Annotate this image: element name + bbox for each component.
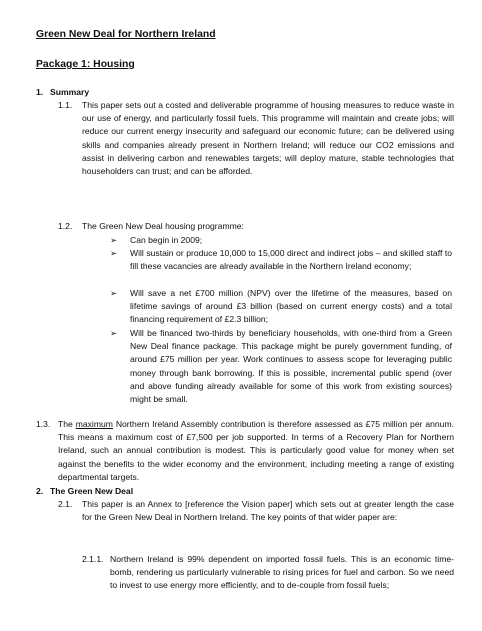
- bullet-item: Will be financed two-thirds by beneficiary households, with one-third from a Green New Deal finance package. This package might be purely government funding, of around £75 million per year. Work continues to assess scope for leveraging public money through bank borrowing. If this is possible, incremental public spend (over and above funding already available for some of this work from existing sources) might be small.: [130, 328, 452, 405]
- document-title: Green New Deal for Northern Ireland: [36, 29, 216, 40]
- section-1-number: 1.: [36, 87, 44, 97]
- para-1-1-number: 1.1.: [58, 100, 73, 110]
- package-subtitle: Package 1: Housing: [36, 59, 135, 70]
- para-1-3-emphasis: maximum: [75, 419, 113, 429]
- para-1-3-lead: The: [58, 419, 73, 429]
- bullet-arrow-icon: ➢: [110, 235, 118, 245]
- section-2-heading: The Green New Deal: [50, 486, 134, 496]
- bullet-item: Can begin in 2009;: [130, 235, 203, 245]
- section-1-heading: Summary: [50, 87, 90, 97]
- bullet-arrow-icon: ➢: [110, 328, 118, 338]
- bullet-item: Will sustain or produce 10,000 to 15,000 direct and indirect jobs – and skilled staff to fill these vacancies are already available in the Northern Ireland economy;: [130, 248, 452, 272]
- para-2-1-number: 2.1.: [58, 499, 73, 509]
- para-1-1-text: This paper sets out a costed and deliverable programme of housing measures to reduce waste in our use of energy, and particularly fossil fuels. This programme will maintain and create jobs; will reduce our current energy insecurity and safeguard our economic future; can be delivered using skills and companies already present in Northern Ireland; will reduce our CO2 emissions and assist in delivering carbon and renewables targets; will deploy mature, stable technologies that householders can trust; and can be afforded.: [82, 100, 454, 177]
- para-1-2-text: The Green New Deal housing programme:: [82, 221, 244, 231]
- bullet-arrow-icon: ➢: [110, 288, 118, 298]
- para-1-3-number: 1.3.: [36, 419, 51, 429]
- para-1-2-number: 1.2.: [58, 221, 73, 231]
- para-1-3-rest: Northern Ireland Assembly contribution is therefore assessed as £75 million per annum. This means a maximum cost of £7,500 per job supported. In terms of a Recovery Plan for Northern Ireland, such an annual contribution is modest. This is particularly good value for money when set against the benefits to the wider economy and the environment, including meeting a range of existing departmental targets.: [58, 419, 455, 482]
- para-2-1-text: This paper is an Annex to [reference the Vision paper] which sets out at greater length the case for the Green New Deal in Northern Ireland. The key points of that wider paper are:: [82, 499, 454, 523]
- para-1-3-text: [58, 418, 454, 484]
- bullet-item: Will save a net £700 million (NPV) over the lifetime of the measures, based on lifetime savings of around £3 billion (based on current energy costs) and a total financing requirement of £2.3 billion;: [130, 288, 452, 325]
- section-2-number: 2.: [36, 486, 44, 496]
- para-2-1-1-number: 2.1.1.: [82, 554, 104, 564]
- para-2-1-1-text: Northern Ireland is 99% dependent on imported fossil fuels. This is an economic time-bomb, rendering us particularly vulnerable to rising prices for fuel and carbon. So we need to invest to use energy more efficiently, and to de-couple from fossil fuels;: [110, 554, 454, 591]
- bullet-arrow-icon: ➢: [110, 248, 118, 258]
